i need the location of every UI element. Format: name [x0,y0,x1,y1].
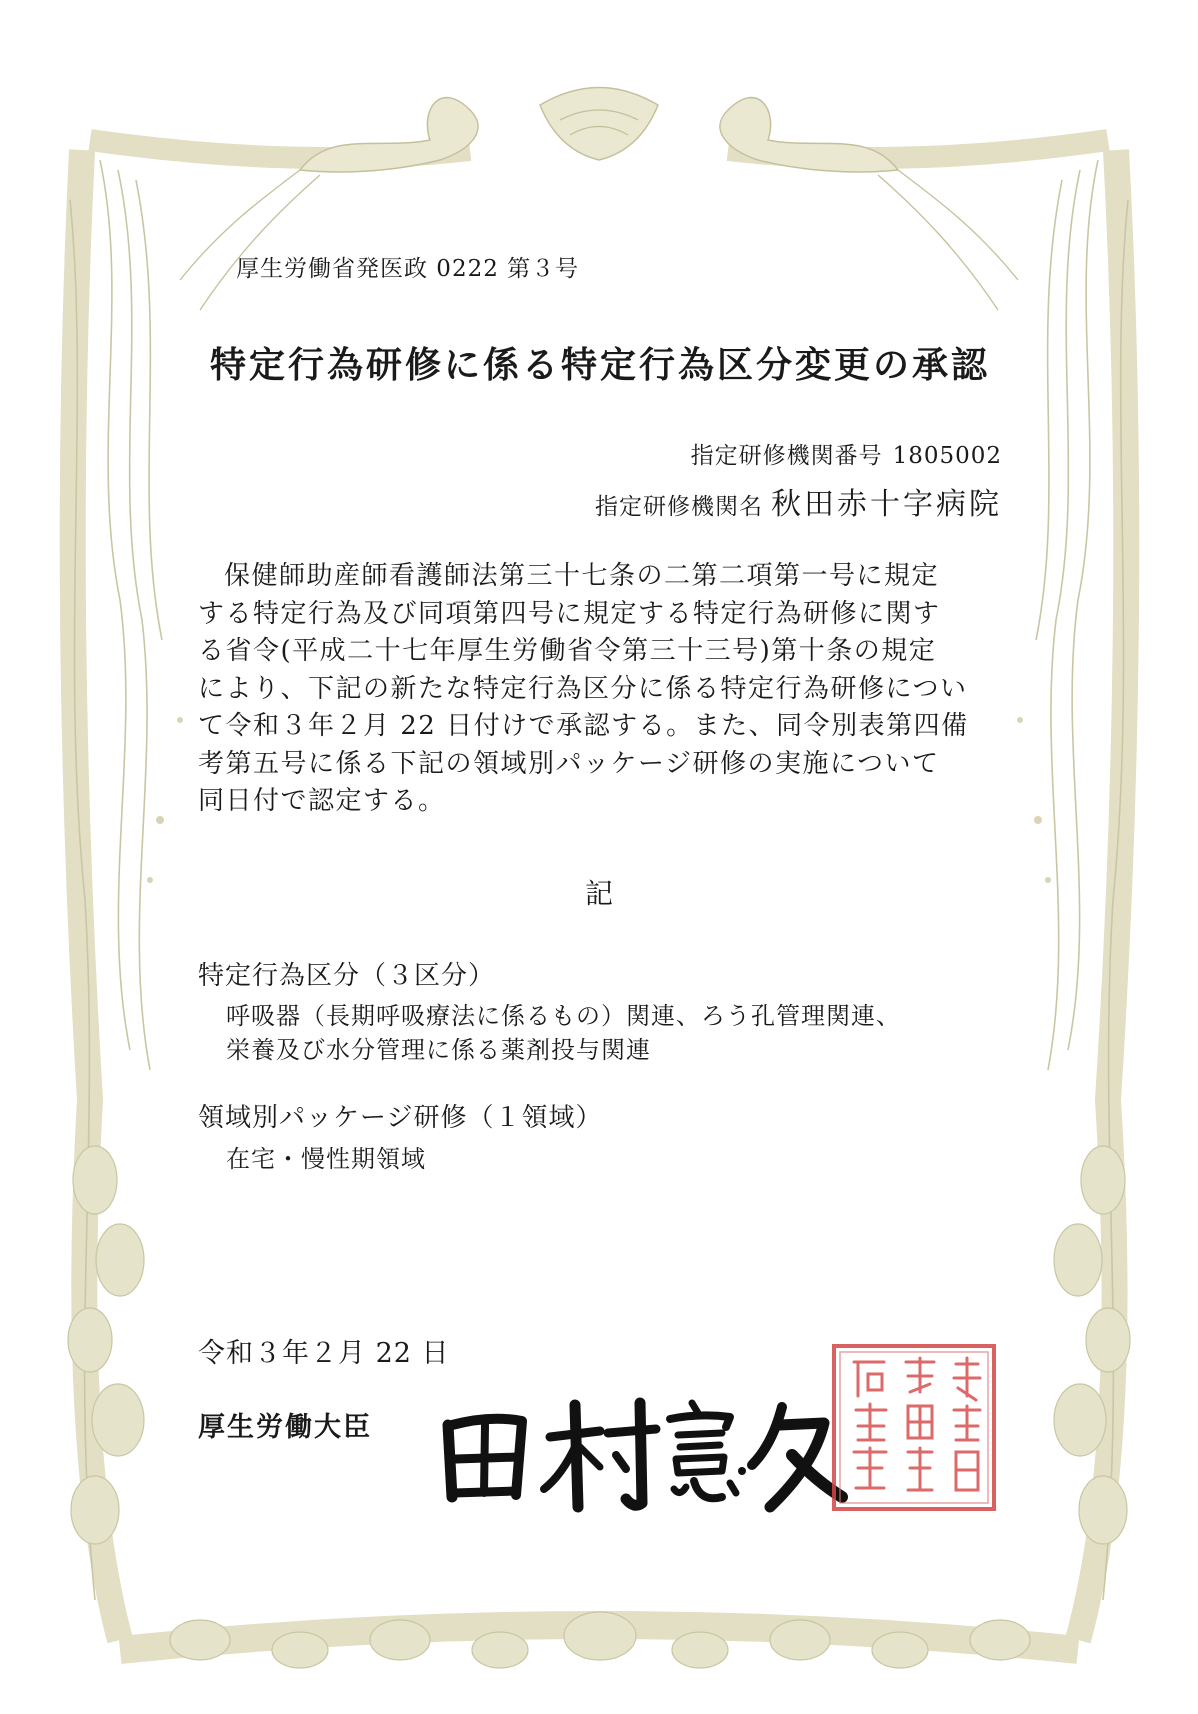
issue-date: 令和３年２月 22 日 [198,1338,450,1369]
official-seal [828,1340,1000,1515]
institution-number-row [691,437,1002,470]
body-line: により、下記の新たな特定行為区分に係る特定行為研修につい [198,673,968,704]
body-line: する特定行為及び同項第四号に規定する特定行為研修に関す [198,598,941,629]
section-item: 呼吸器（長期呼吸療法に係るもの）関連、ろう孔管理関連、 [226,1002,901,1030]
institution-number: 1805002 [892,443,1002,469]
institution-number-label: 指定研修機関番号 [690,443,883,469]
section-item: 在宅・慢性期領域 [226,1145,426,1173]
body-line: る省令(平成二十七年厚生労働省令第三十三号)第十条の規定 [198,636,937,666]
handwritten-signature [430,1385,850,1515]
minister-title: 厚生労働大臣 [198,1412,372,1443]
body-paragraph [198,558,1030,821]
reference-number: 厚生労働省発医政 0222 第３号 [236,256,580,282]
body-line: 考第五号に係る下記の領域別パッケージ研修の実施について [198,748,940,779]
section-item: 栄養及び水分管理に係る薬剤投与関連 [226,1036,651,1064]
section-heading-tokutei-koui: 特定行為区分（３区分） [198,961,496,991]
document-title: 特定行為研修に係る特定行為区分変更の承認 [209,344,990,386]
institution-name: 秋田赤十字病院 [771,487,1002,522]
section-heading-package: 領域別パッケージ研修（１領域） [198,1103,603,1133]
body-line: て令和３年２月 22 日付けで承認する。また、同令別表第四備 [198,711,969,741]
ki-heading: 記 [584,877,613,910]
institution-name-label: 指定研修機関名 [595,494,763,520]
body-line: 保健師助産師看護師法第三十七条の二第二項第一号に規定 [224,561,940,591]
body-line: 同日付で認定する。 [198,786,446,816]
institution-name-row [595,479,1002,523]
